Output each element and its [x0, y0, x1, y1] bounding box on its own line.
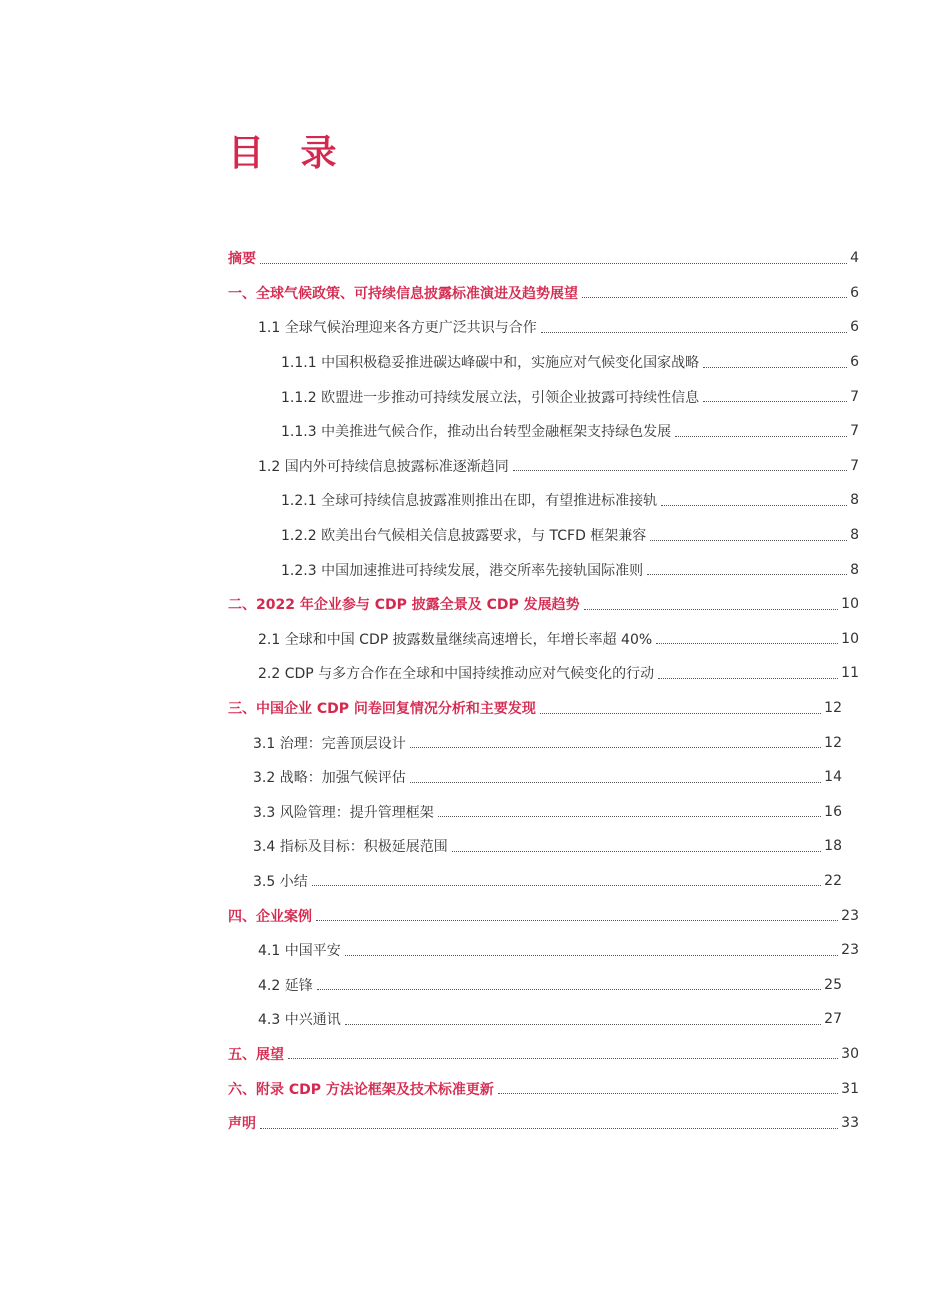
toc-leader-dots	[650, 540, 847, 541]
toc-entry-label: 4.1 中国平安	[258, 943, 341, 960]
toc-entry-page: 27	[824, 1011, 842, 1028]
toc-leader-dots	[438, 816, 821, 817]
toc-entry[interactable]	[0, 587, 950, 622]
toc-leader-dots	[452, 851, 821, 852]
toc-entry-page: 33	[841, 1115, 859, 1132]
toc-entry-page: 23	[841, 907, 859, 924]
toc-entry-page: 4	[850, 250, 859, 267]
toc-entry[interactable]	[0, 622, 950, 657]
toc-entry-page: 10	[841, 596, 859, 613]
toc-leader-dots	[658, 678, 838, 679]
toc-entry-page: 18	[824, 838, 842, 855]
toc-entry-label: 一、全球气候政策、可持续信息披露标准演进及趋势展望	[228, 285, 578, 302]
toc-leader-dots	[647, 574, 847, 575]
toc-entry-label: 二、2022 年企业参与 CDP 披露全景及 CDP 发展趋势	[228, 597, 580, 614]
toc-leader-dots	[498, 1093, 838, 1094]
toc-entry-label: 五、展望	[228, 1046, 284, 1063]
toc-entry-page: 16	[824, 803, 842, 820]
toc-entry-label: 3.1 治理：完善顶层设计	[253, 735, 406, 752]
toc-entry-page: 31	[841, 1080, 859, 1097]
toc-entry-label: 1.2.2 欧美出台气候相关信息披露要求，与 TCFD 框架兼容	[281, 528, 647, 545]
toc-entry-label: 3.3 风险管理：提升管理框架	[253, 804, 434, 821]
toc-entry-page: 23	[841, 942, 859, 959]
toc-leader-dots	[410, 782, 821, 783]
toc-entry[interactable]	[0, 760, 950, 795]
toc-entry[interactable]	[0, 276, 950, 311]
toc-entry-page: 6	[850, 284, 859, 301]
toc-entry[interactable]	[0, 1071, 950, 1106]
toc-entry[interactable]	[0, 1106, 950, 1141]
toc-entry-page: 6	[850, 354, 859, 371]
toc-entry[interactable]	[0, 345, 950, 380]
toc-entry[interactable]	[0, 829, 950, 864]
page-title: 目 录	[228, 133, 349, 174]
toc-leader-dots	[260, 1128, 838, 1129]
toc-entry-label: 四、企业案例	[228, 908, 312, 925]
toc-entry[interactable]	[0, 449, 950, 484]
toc-entry-label: 三、中国企业 CDP 问卷回复情况分析和主要发现	[228, 701, 536, 718]
toc-entry[interactable]	[0, 379, 950, 414]
toc-entry[interactable]	[0, 967, 950, 1002]
toc-entry-label: 3.2 战略：加强气候评估	[253, 770, 406, 787]
toc-leader-dots	[513, 470, 847, 471]
toc-leader-dots	[656, 643, 838, 644]
toc-leader-dots	[582, 297, 847, 298]
toc-entry-label: 声明	[228, 1116, 256, 1133]
toc-entry-page: 7	[850, 388, 859, 405]
toc-leader-dots	[410, 747, 821, 748]
toc-entry[interactable]	[0, 552, 950, 587]
toc-entry[interactable]	[0, 691, 950, 726]
toc-leader-dots	[584, 609, 839, 610]
toc-entry-label: 1.2.3 中国加速推进可持续发展，港交所率先接轨国际准则	[281, 562, 644, 579]
toc-entry-page: 12	[824, 734, 842, 751]
toc-entry[interactable]	[0, 1037, 950, 1072]
toc-entry-page: 12	[824, 700, 842, 717]
toc-entry[interactable]	[0, 483, 950, 518]
toc-entry-label: 六、附录 CDP 方法论框架及技术标准更新	[228, 1081, 494, 1098]
toc-entry-label: 1.1.1 中国积极稳妥推进碳达峰碳中和，实施应对气候变化国家战略	[281, 355, 700, 372]
toc-leader-dots	[345, 955, 838, 956]
toc-entry[interactable]	[0, 864, 950, 899]
toc-entry-label: 4.3 中兴通讯	[258, 1012, 341, 1029]
toc-entry[interactable]	[0, 518, 950, 553]
toc-entry-label: 3.4 指标及目标：积极延展范围	[253, 839, 448, 856]
toc-entry-page: 7	[850, 423, 859, 440]
toc-entry[interactable]	[0, 933, 950, 968]
toc-entry-label: 1.1.2 欧盟进一步推动可持续发展立法，引领企业披露可持续性信息	[281, 389, 700, 406]
toc-entry-page: 8	[850, 561, 859, 578]
toc-leader-dots	[703, 367, 847, 368]
toc-entry[interactable]	[0, 898, 950, 933]
toc-entry[interactable]	[0, 414, 950, 449]
toc-entry-page: 7	[850, 457, 859, 474]
toc-entry[interactable]	[0, 310, 950, 345]
toc-entry-label: 1.2.1 全球可持续信息披露准则推出在即，有望推进标准接轨	[281, 493, 658, 510]
toc-entry[interactable]	[0, 795, 950, 830]
toc-leader-dots	[345, 1024, 821, 1025]
toc-leader-dots	[317, 989, 821, 990]
toc-entry-page: 25	[824, 976, 842, 993]
toc-entry-label: 4.2 延锋	[258, 977, 313, 994]
toc-entry-page: 11	[841, 665, 859, 682]
toc-entry-label: 1.2 国内外可持续信息披露标准逐渐趋同	[258, 458, 509, 475]
toc-entry[interactable]	[0, 241, 950, 276]
toc-entry-label: 2.1 全球和中国 CDP 披露数量继续高速增长，年增长率超 40%	[258, 631, 653, 648]
toc-entry-page: 10	[841, 630, 859, 647]
toc-leader-dots	[312, 885, 821, 886]
table-of-contents	[0, 241, 950, 1140]
toc-leader-dots	[703, 401, 847, 402]
toc-leader-dots	[541, 332, 847, 333]
toc-entry-page: 8	[850, 527, 859, 544]
toc-leader-dots	[675, 436, 847, 437]
toc-entry-page: 8	[850, 492, 859, 509]
toc-entry-page: 22	[824, 872, 842, 889]
toc-entry[interactable]	[0, 1002, 950, 1037]
toc-entry-page: 14	[824, 769, 842, 786]
toc-entry[interactable]	[0, 656, 950, 691]
toc-entry-label: 3.5 小结	[253, 873, 308, 890]
toc-leader-dots	[288, 1058, 838, 1059]
toc-leader-dots	[661, 505, 847, 506]
toc-entry-page: 30	[841, 1045, 859, 1062]
toc-entry-label: 1.1 全球气候治理迎来各方更广泛共识与合作	[258, 320, 537, 337]
toc-entry-page: 6	[850, 319, 859, 336]
toc-leader-dots	[260, 263, 847, 264]
toc-entry[interactable]	[0, 725, 950, 760]
toc-leader-dots	[316, 920, 838, 921]
toc-entry-label: 2.2 CDP 与多方合作在全球和中国持续推动应对气候变化的行动	[258, 666, 655, 683]
toc-entry-label: 摘要	[228, 251, 256, 268]
toc-leader-dots	[540, 713, 821, 714]
toc-entry-label: 1.1.3 中美推进气候合作，推动出台转型金融框架支持绿色发展	[281, 424, 672, 441]
